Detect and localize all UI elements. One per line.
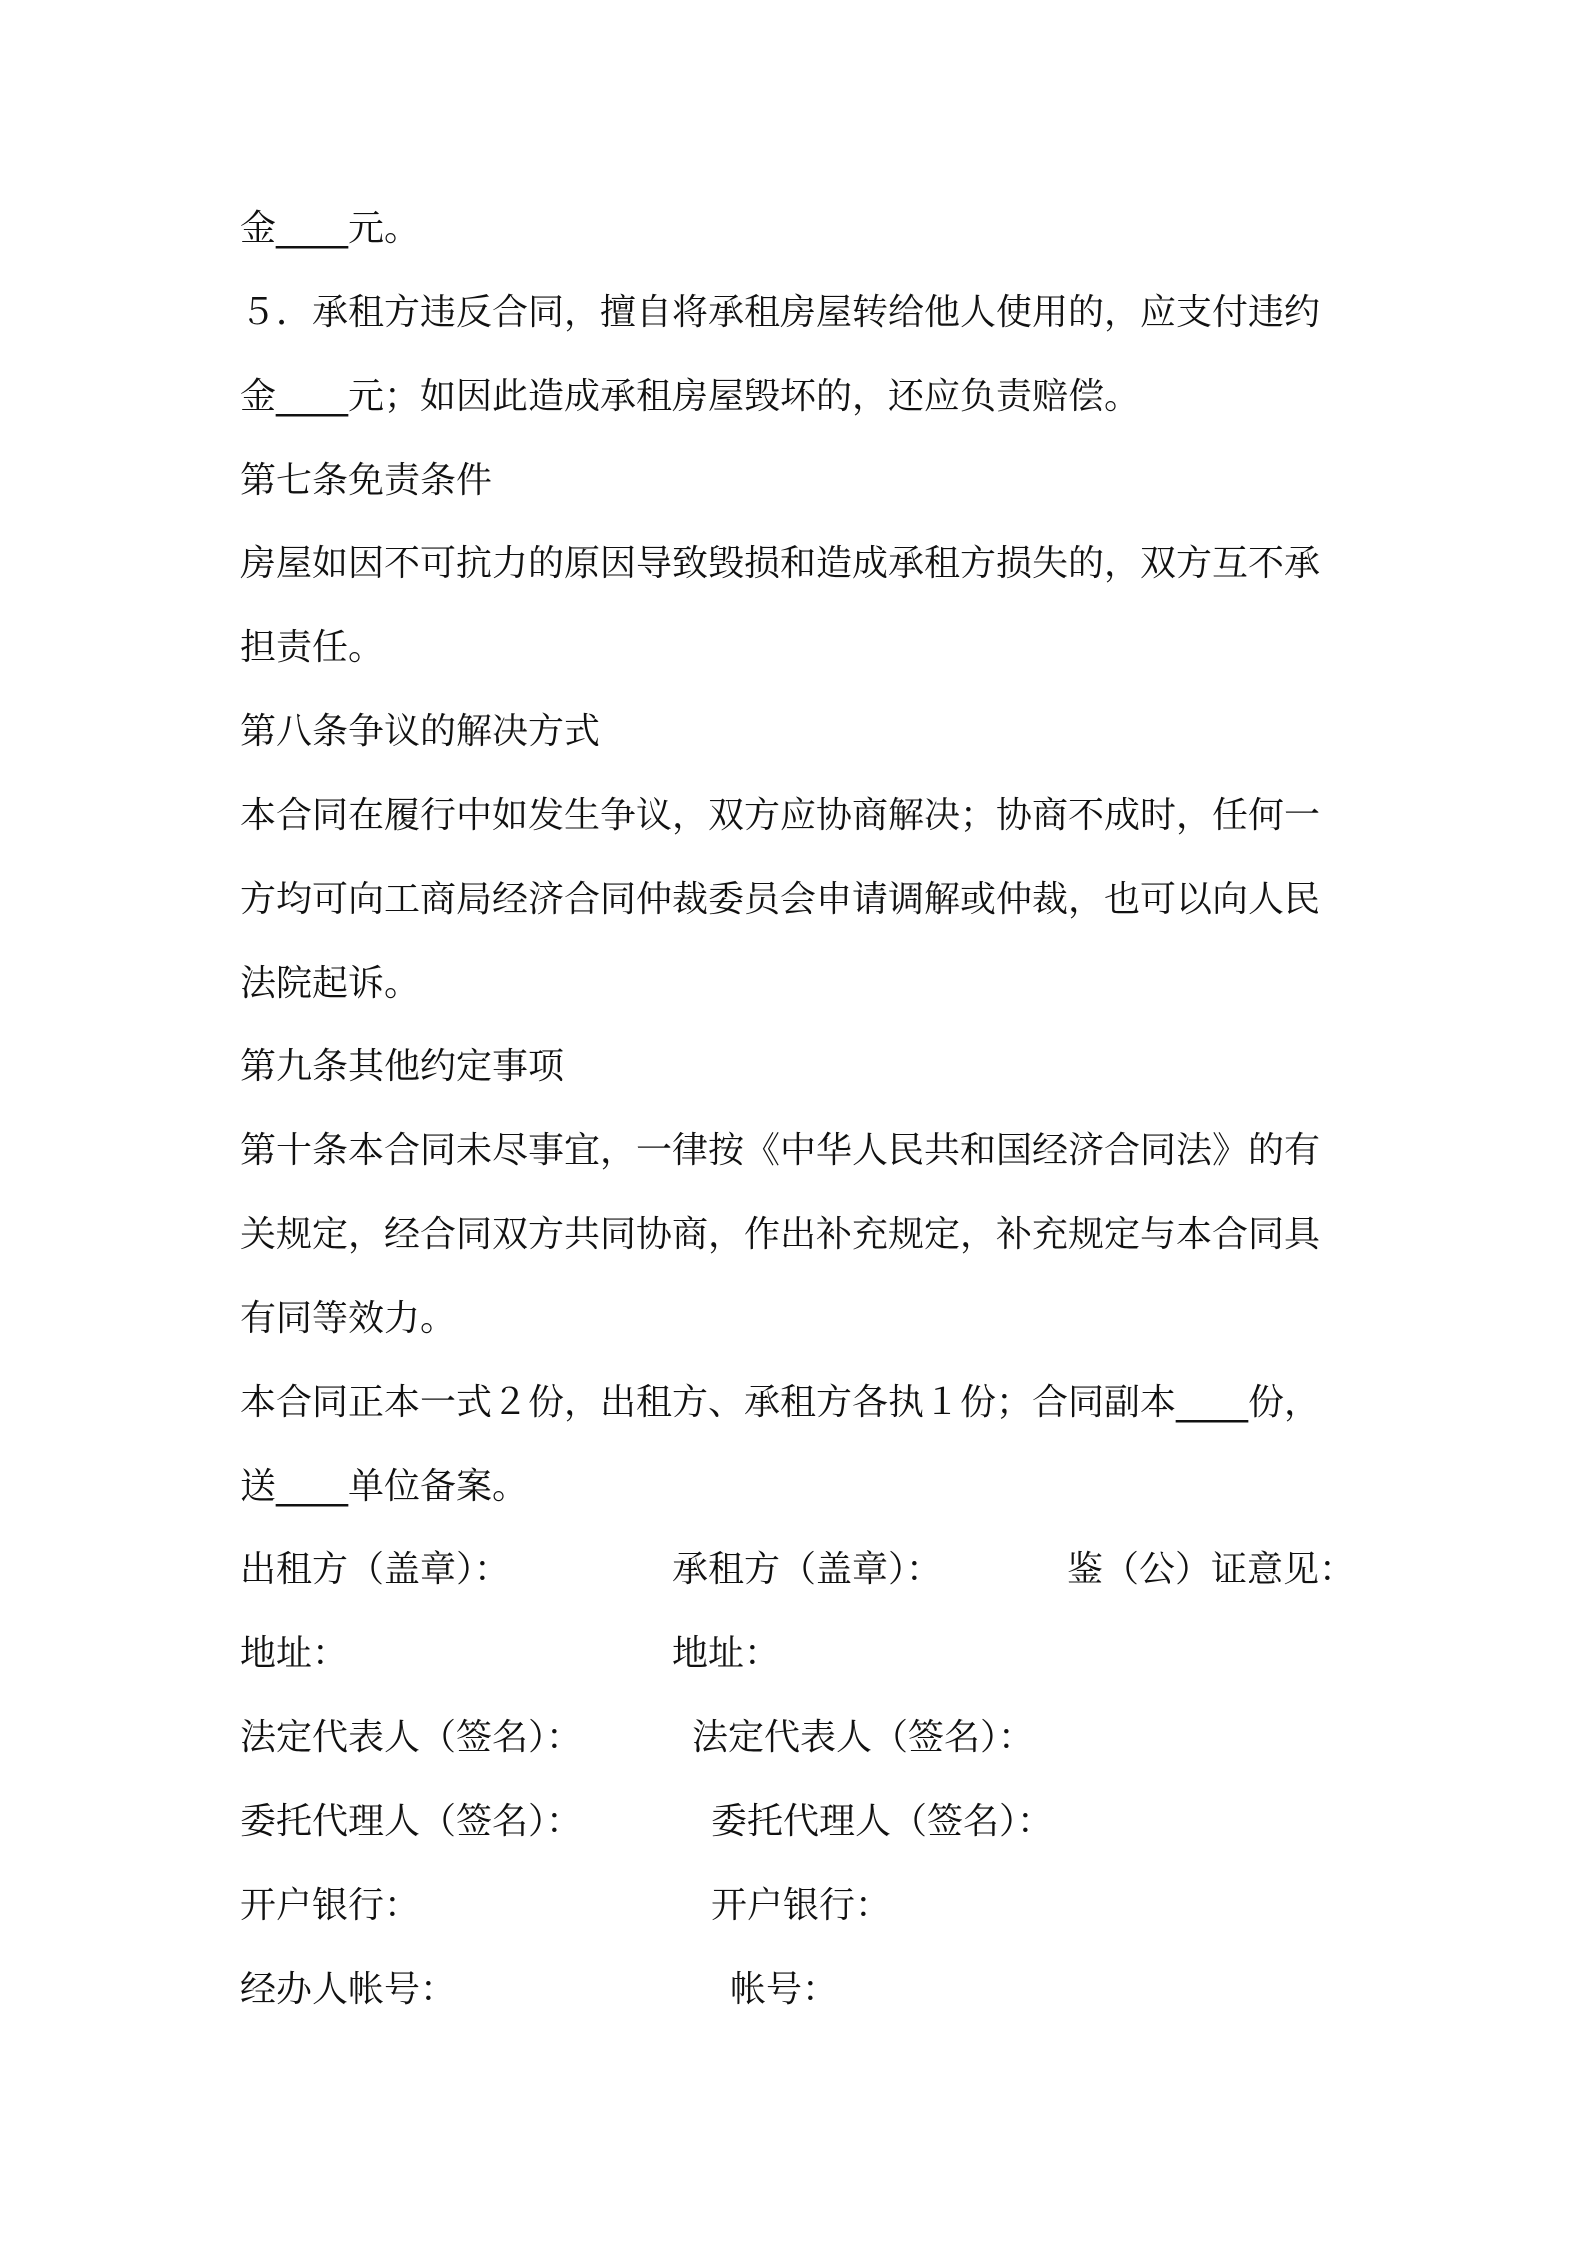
- text-line: 本合同在履行中如发生争议，双方应协商解决；协商不成时，任何一: [240, 795, 1321, 836]
- text-line: 关规定，经合同双方共同协商，作出补充规定，补充规定与本合同具: [240, 1214, 1321, 1255]
- text-line: 房屋如因不可抗力的原因导致毁损和造成承租方损失的，双方互不承: [240, 543, 1321, 584]
- lessor-agent: 委托代理人（签名）：: [240, 1801, 583, 1842]
- lessor-legal-rep: 法定代表人（签名）：: [240, 1717, 583, 1758]
- lessee-account: 帐号：: [730, 1969, 839, 2010]
- lessor-bank: 开户银行：: [240, 1885, 421, 1926]
- text-line: 法院起诉。: [240, 963, 421, 1004]
- notary-opinion: 鉴（公）证意见：: [1067, 1549, 1356, 1590]
- section-heading: 第七条免责条件: [240, 460, 493, 501]
- text-line: 本合同正本一式２份，出租方、承租方各执１份；合同副本____份，: [240, 1382, 1321, 1423]
- text-line: 第十条本合同未尽事宜，一律按《中华人民共和国经济合同法》的有: [240, 1130, 1321, 1171]
- lessee-seal: 承租方（盖章）：: [672, 1549, 943, 1590]
- lessee-legal-rep: 法定代表人（签名）：: [692, 1717, 1035, 1758]
- text-line: 金____元。: [240, 208, 421, 249]
- text-line: 担责任。: [240, 627, 385, 668]
- lessee-agent: 委托代理人（签名）：: [711, 1801, 1054, 1842]
- lessor-seal: 出租方（盖章）：: [240, 1549, 511, 1590]
- lessor-account: 经办人帐号：: [240, 1969, 457, 2010]
- lessor-address: 地址：: [240, 1633, 349, 1674]
- section-heading: 第九条其他约定事项: [240, 1046, 565, 1087]
- text-line: 金____元；如因此造成承租房屋毁坏的，还应负责赔偿。: [240, 376, 1141, 417]
- lessee-address: 地址：: [672, 1633, 781, 1674]
- text-line: 送____单位备案。: [240, 1466, 529, 1507]
- text-line: 方均可向工商局经济合同仲裁委员会申请调解或仲裁，也可以向人民: [240, 879, 1321, 920]
- section-heading: 第八条争议的解决方式: [240, 711, 601, 752]
- text-line: 有同等效力。: [240, 1298, 457, 1339]
- text-line: ５．承租方违反合同，擅自将承租房屋转给他人使用的，应支付违约: [240, 292, 1321, 333]
- lessee-bank: 开户银行：: [711, 1885, 892, 1926]
